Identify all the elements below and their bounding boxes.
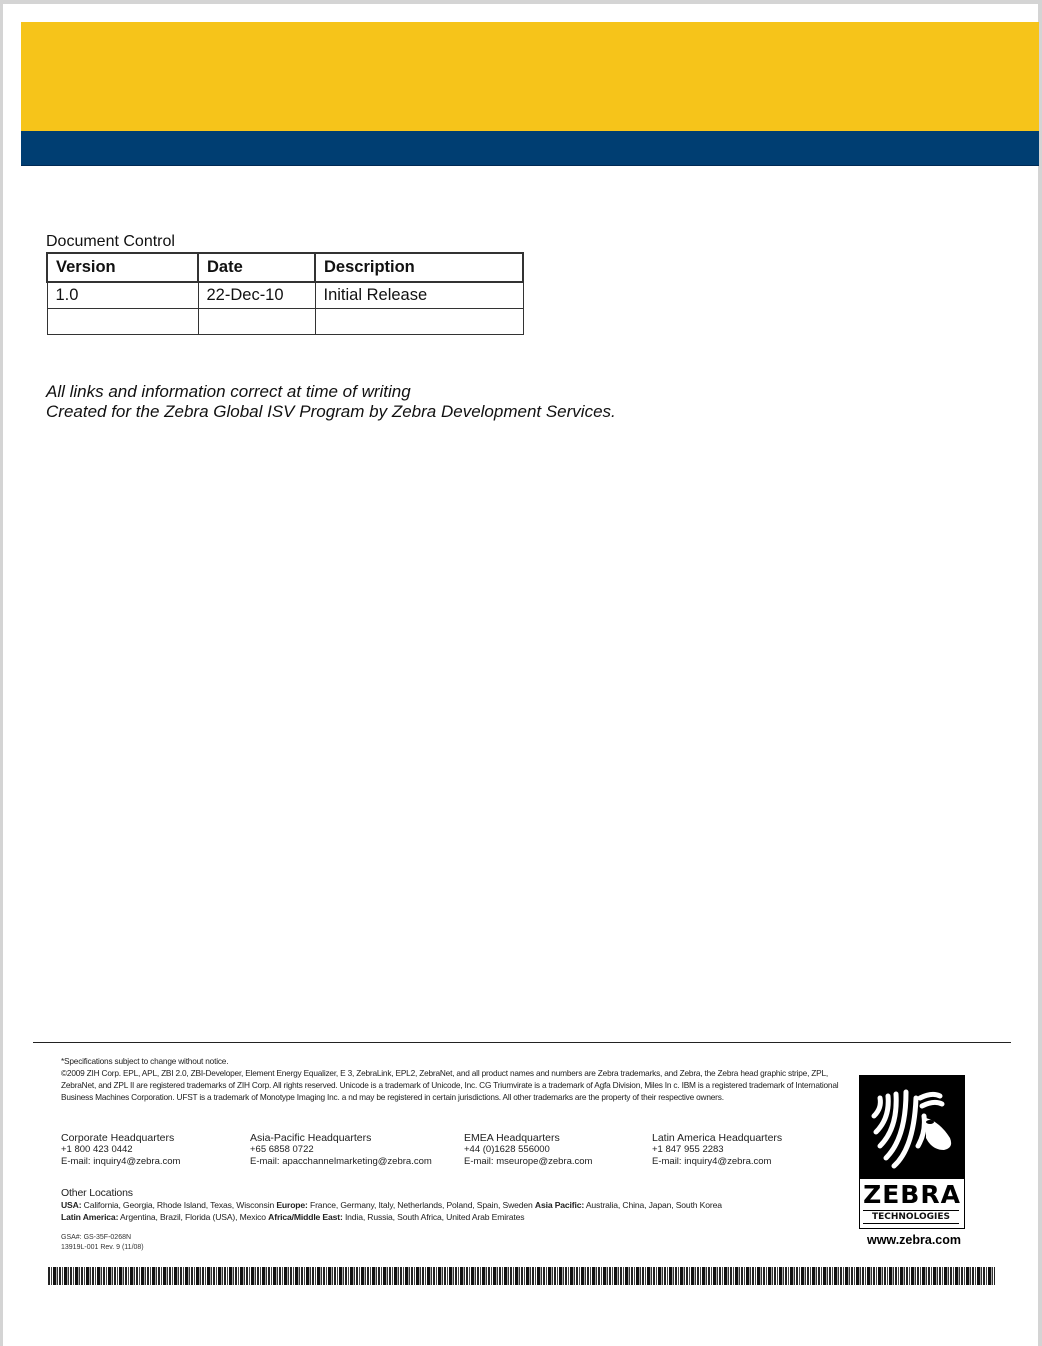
region-name: Asia Pacific:	[534, 1200, 585, 1210]
hq-email: E-mail: apacchannelmarketing@zebra.com	[250, 1156, 432, 1167]
note-line: All links and information correct at time of writing	[46, 382, 411, 401]
cell-version: 1.0	[47, 282, 198, 309]
zebra-logo	[859, 1075, 965, 1229]
hq-latin-america	[652, 1132, 782, 1168]
hq-corporate	[61, 1132, 180, 1168]
header-blue-band	[21, 131, 1039, 166]
hq-phone: +65 6858 0722	[250, 1144, 314, 1155]
table-row	[47, 282, 523, 309]
trademark-fine-print	[61, 1055, 846, 1103]
region-places: Australia, China, Japan, South Korea	[585, 1200, 722, 1210]
cell-date: 22-Dec-10	[198, 282, 315, 309]
note-line: Created for the Zebra Global ISV Program by Zebra Development Services.	[46, 402, 616, 421]
region-places: California, Georgia, Rhode Island, Texas, Wisconsin	[83, 1200, 275, 1210]
hq-phone: +44 (0)1628 556000	[464, 1144, 550, 1155]
trademark-notice: ©2009 ZIH Corp. EPL, APL, ZBI 2.0, ZBI-Developer, Element Energy Equalizer, E 3, ZebraLink, EPL2, ZebraNet, and all product names and numbers are Zebra trademarks, and Zebra, the Zebra head graphic stripe, ZPL, ZebraNet, and ZPL II are registered trademarks of ZIH Corp. All rights reserved. Unicode is a trademark of Unicode, Inc. CG Triumvirate is a trademark of Agfa Division, Miles In c. IBM is a registered trademark of International Business Machines Corporation. UFST is a trademark of Monotype Imaging Inc. a nd may be registered in certain jurisdictions. All other trademarks are the property of their respective owners.	[61, 1068, 839, 1102]
region-places: France, Germany, Italy, Netherlands, Poland, Spain, Sweden	[310, 1200, 533, 1210]
hq-asia-pacific	[250, 1132, 432, 1168]
other-locations	[61, 1187, 851, 1223]
website-url[interactable]: www.zebra.com	[866, 1233, 961, 1247]
header-yellow-band	[21, 22, 1039, 131]
table-header-row	[47, 253, 523, 282]
column-header-version: Version	[47, 253, 198, 282]
cell-date	[198, 309, 315, 335]
hq-emea	[464, 1132, 592, 1168]
document-control-table	[46, 252, 524, 335]
hq-email: E-mail: inquiry4@zebra.com	[652, 1156, 772, 1167]
part-number: 13919L-001 Rev. 9 (11/08)	[61, 1244, 144, 1251]
hq-phone: +1 847 955 2283	[652, 1144, 724, 1155]
other-locations-title: Other Locations	[61, 1187, 133, 1199]
footer-divider	[33, 1042, 1011, 1043]
region-name: Latin America:	[61, 1212, 119, 1222]
other-locations-line-1	[61, 1199, 851, 1211]
hq-title: Corporate Headquarters	[61, 1132, 175, 1144]
hq-phone: +1 800 423 0442	[61, 1144, 133, 1155]
column-header-date: Date	[198, 253, 315, 282]
writing-note	[46, 382, 616, 422]
hq-email: E-mail: mseurope@zebra.com	[464, 1156, 593, 1167]
gsa-number: GSA#: GS-35F-0268N	[61, 1234, 132, 1241]
hq-title: EMEA Headquarters	[464, 1132, 560, 1144]
other-locations-line-2	[61, 1211, 851, 1223]
gsa-info	[61, 1233, 144, 1253]
document-control-label: Document Control	[46, 233, 175, 250]
logo-wordmark: ZEBRA	[863, 1180, 961, 1209]
hq-email: E-mail: inquiry4@zebra.com	[61, 1156, 181, 1167]
hq-title: Asia-Pacific Headquarters	[250, 1132, 372, 1144]
column-header-description: Description	[315, 253, 523, 282]
document-page	[3, 4, 1038, 1346]
logo-subtitle: TECHNOLOGIES	[863, 1210, 959, 1224]
barcode	[48, 1267, 995, 1285]
region-name: USA:	[61, 1200, 82, 1210]
region-name: Africa/Middle East:	[268, 1212, 343, 1222]
region-places: Argentina, Brazil, Florida (USA), Mexico	[120, 1212, 266, 1222]
hq-title: Latin America Headquarters	[652, 1132, 783, 1144]
cell-description: Initial Release	[315, 282, 523, 309]
zebra-head-icon	[860, 1076, 964, 1179]
cell-description	[315, 309, 523, 335]
specifications-notice: *Specifications subject to change without notice.	[61, 1056, 229, 1066]
cell-version	[47, 309, 198, 335]
region-places: India, Russia, South Africa, United Arab Emirates	[344, 1212, 525, 1222]
table-row	[47, 309, 523, 335]
region-name: Europe:	[276, 1200, 308, 1210]
